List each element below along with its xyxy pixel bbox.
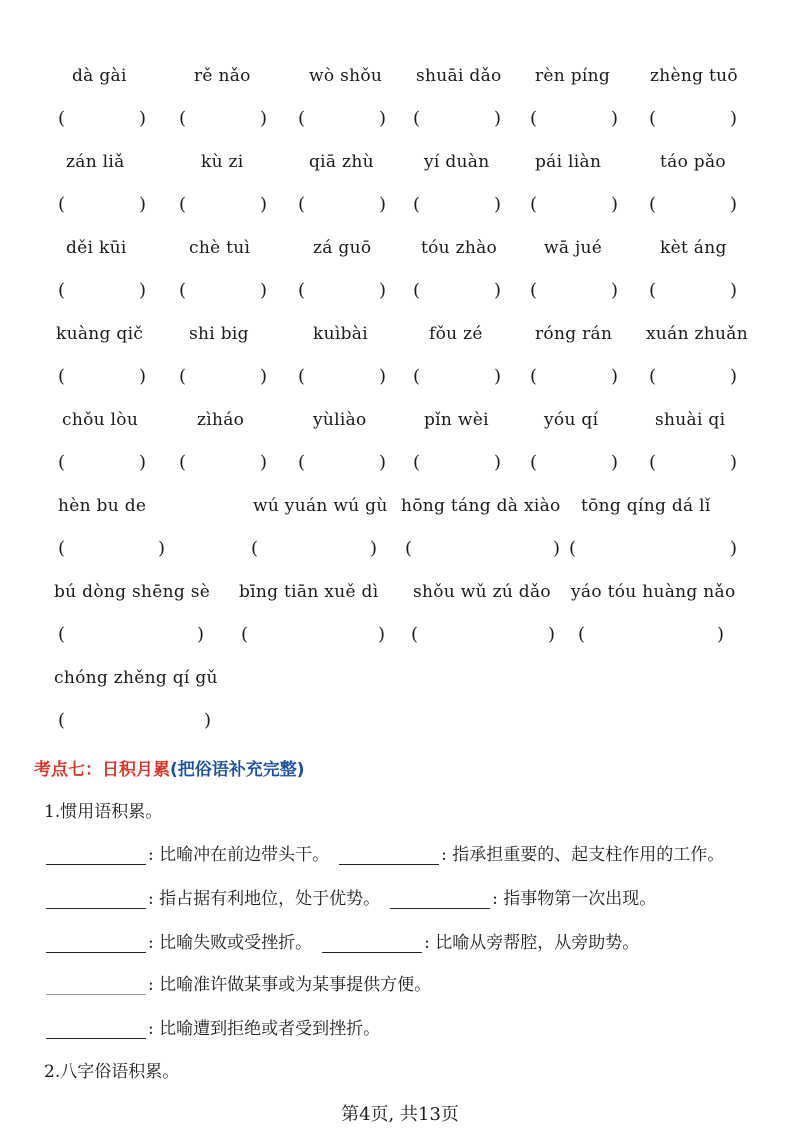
pinyin-word: yí duàn xyxy=(424,152,490,172)
fill-line xyxy=(46,928,639,953)
fill-line xyxy=(46,840,724,865)
section-label: 考点七：日积月累 xyxy=(34,760,170,780)
answer-close-paren: ) xyxy=(494,366,502,387)
pinyin-word: bīng tiān xuě dì xyxy=(239,582,379,602)
answer-row xyxy=(0,710,800,740)
pinyin-word: rèn píng xyxy=(535,66,611,86)
answer-blank[interactable] xyxy=(46,1020,146,1039)
answer-row xyxy=(0,624,800,654)
answer-row xyxy=(0,452,800,482)
answer-close-paren: ) xyxy=(611,108,619,129)
pinyin-word: tóu zhào xyxy=(421,238,498,258)
pinyin-word: yóu qí xyxy=(544,410,599,430)
pinyin-word: pǐn wèi xyxy=(424,410,489,430)
answer-open-paren[interactable]: ( xyxy=(411,624,419,645)
answer-close-paren: ) xyxy=(730,280,738,301)
pinyin-word: kù zi xyxy=(201,152,244,172)
answer-open-paren[interactable]: ( xyxy=(58,624,66,645)
part1-heading: 1.惯用语积累。 xyxy=(44,802,163,822)
page-footer: 第4页, 共13页 xyxy=(341,1104,459,1125)
answer-close-paren: ) xyxy=(260,280,268,301)
pinyin-word: chǒu lòu xyxy=(62,410,139,430)
answer-open-paren[interactable]: ( xyxy=(179,108,187,129)
pinyin-word: zá guō xyxy=(313,238,372,258)
answer-blank[interactable] xyxy=(339,846,439,865)
pinyin-row xyxy=(0,152,800,182)
answer-close-paren: ) xyxy=(139,108,147,129)
answer-blank[interactable] xyxy=(46,846,146,865)
answer-close-paren: ) xyxy=(260,366,268,387)
answer-close-paren: ) xyxy=(379,280,387,301)
answer-close-paren: ) xyxy=(730,108,738,129)
pinyin-word: táo pǎo xyxy=(660,152,726,172)
answer-open-paren[interactable]: ( xyxy=(578,624,586,645)
answer-open-paren[interactable]: ( xyxy=(530,108,538,129)
definition-text: : 比喻失败或受挫折。 xyxy=(148,933,313,953)
answer-blank[interactable] xyxy=(46,934,146,953)
definition-text: : 比喻遭到拒绝或者受到挫折。 xyxy=(148,1019,381,1039)
answer-open-paren[interactable]: ( xyxy=(179,452,187,473)
fill-line xyxy=(46,970,431,995)
answer-open-paren[interactable]: ( xyxy=(58,452,66,473)
pinyin-word: dà gài xyxy=(72,66,127,86)
answer-close-paren: ) xyxy=(378,624,386,645)
answer-close-paren: ) xyxy=(379,366,387,387)
definition-text: : 比喻从旁帮腔，从旁助势。 xyxy=(424,933,640,953)
pinyin-word: qiā zhù xyxy=(309,152,374,172)
answer-close-paren: ) xyxy=(494,108,502,129)
answer-open-paren[interactable]: ( xyxy=(413,280,421,301)
answer-open-paren[interactable]: ( xyxy=(58,538,66,559)
answer-close-paren: ) xyxy=(197,624,205,645)
pinyin-word: chóng zhěng qí gǔ xyxy=(54,668,218,688)
pinyin-row xyxy=(0,66,800,96)
answer-close-paren: ) xyxy=(204,710,212,731)
answer-blank[interactable] xyxy=(46,890,146,909)
answer-row xyxy=(0,194,800,224)
answer-open-paren[interactable]: ( xyxy=(298,366,306,387)
fill-line xyxy=(46,884,656,909)
answer-open-paren[interactable]: ( xyxy=(405,538,413,559)
answer-open-paren[interactable]: ( xyxy=(298,452,306,473)
answer-open-paren[interactable]: ( xyxy=(530,194,538,215)
answer-open-paren[interactable]: ( xyxy=(58,710,66,731)
answer-open-paren[interactable]: ( xyxy=(649,366,657,387)
pinyin-word: wò shǒu xyxy=(309,66,383,86)
answer-close-paren: ) xyxy=(370,538,378,559)
answer-close-paren: ) xyxy=(611,280,619,301)
pinyin-word: fǒu zé xyxy=(429,324,483,344)
answer-open-paren[interactable]: ( xyxy=(413,194,421,215)
definition-text: : 指事物第一次出现。 xyxy=(492,889,657,909)
answer-close-paren: ) xyxy=(494,280,502,301)
pinyin-word: děi kūi xyxy=(66,238,127,258)
answer-close-paren: ) xyxy=(158,538,166,559)
pinyin-word: hōng táng dà xiào xyxy=(401,496,561,516)
answer-close-paren: ) xyxy=(260,452,268,473)
answer-open-paren[interactable]: ( xyxy=(298,194,306,215)
answer-close-paren: ) xyxy=(730,452,738,473)
pinyin-word: pái liàn xyxy=(535,152,602,172)
answer-close-paren: ) xyxy=(139,452,147,473)
pinyin-word: rě nǎo xyxy=(194,66,251,86)
pinyin-word: yáo tóu huàng nǎo xyxy=(571,582,736,602)
part2-heading: 2.八字俗语积累。 xyxy=(44,1062,180,1082)
pinyin-word: kuàng qič xyxy=(56,324,144,344)
answer-open-paren[interactable]: ( xyxy=(649,108,657,129)
answer-open-paren[interactable]: ( xyxy=(649,194,657,215)
answer-blank[interactable] xyxy=(390,890,490,909)
definition-text: : 指占据有利地位，处于优势。 xyxy=(148,889,381,909)
answer-close-paren: ) xyxy=(139,280,147,301)
answer-close-paren: ) xyxy=(260,194,268,215)
answer-open-paren[interactable]: ( xyxy=(649,452,657,473)
pinyin-word: zán liǎ xyxy=(66,152,125,172)
answer-open-paren[interactable]: ( xyxy=(179,194,187,215)
pinyin-word: chè tuì xyxy=(189,238,251,258)
pinyin-word: zìháo xyxy=(197,410,245,430)
pinyin-word: yùliào xyxy=(313,410,367,430)
pinyin-word: shi big xyxy=(189,324,249,344)
answer-open-paren[interactable]: ( xyxy=(649,280,657,301)
answer-open-paren[interactable]: ( xyxy=(179,366,187,387)
answer-open-paren[interactable]: ( xyxy=(251,538,259,559)
answer-blank[interactable] xyxy=(322,934,422,953)
pinyin-word: bú dòng shēng sè xyxy=(54,582,211,602)
answer-close-paren: ) xyxy=(730,366,738,387)
answer-close-paren: ) xyxy=(730,194,738,215)
answer-blank[interactable] xyxy=(46,976,146,995)
answer-close-paren: ) xyxy=(611,452,619,473)
answer-close-paren: ) xyxy=(611,194,619,215)
section-note: (把俗语补充完整) xyxy=(170,760,305,780)
answer-open-paren[interactable]: ( xyxy=(413,452,421,473)
pinyin-row xyxy=(0,496,800,526)
answer-close-paren: ) xyxy=(553,538,561,559)
pinyin-word: shǒu wǔ zú dǎo xyxy=(413,582,551,602)
answer-open-paren[interactable]: ( xyxy=(58,194,66,215)
answer-open-paren[interactable]: ( xyxy=(58,108,66,129)
definition-text: : 比喻准许做某事或为某事提供方便。 xyxy=(148,975,432,995)
answer-close-paren: ) xyxy=(717,624,725,645)
pinyin-row xyxy=(0,582,800,612)
answer-open-paren[interactable]: ( xyxy=(298,108,306,129)
definition-text: : 比喻冲在前边带头干。 xyxy=(148,845,330,865)
pinyin-word: wú yuán wú gù xyxy=(253,496,388,516)
pinyin-word: tōng qíng dá lǐ xyxy=(581,496,711,516)
answer-open-paren[interactable]: ( xyxy=(413,366,421,387)
answer-close-paren: ) xyxy=(379,108,387,129)
pinyin-word: shuài qi xyxy=(655,410,726,430)
answer-open-paren[interactable]: ( xyxy=(530,452,538,473)
answer-close-paren: ) xyxy=(379,194,387,215)
pinyin-row xyxy=(0,668,800,698)
answer-close-paren: ) xyxy=(494,452,502,473)
pinyin-word: shuāi dǎo xyxy=(416,66,502,86)
pinyin-word: kuìbài xyxy=(313,324,368,344)
answer-row xyxy=(0,108,800,138)
answer-open-paren[interactable]: ( xyxy=(298,280,306,301)
pinyin-word: kèt áng xyxy=(660,238,727,258)
answer-open-paren[interactable]: ( xyxy=(179,280,187,301)
answer-close-paren: ) xyxy=(548,624,556,645)
answer-open-paren[interactable]: ( xyxy=(58,366,66,387)
answer-close-paren: ) xyxy=(139,194,147,215)
pinyin-row xyxy=(0,238,800,268)
answer-row xyxy=(0,280,800,310)
pinyin-word: wā jué xyxy=(544,238,603,258)
answer-close-paren: ) xyxy=(260,108,268,129)
fill-line xyxy=(46,1014,380,1039)
answer-close-paren: ) xyxy=(730,538,738,559)
answer-open-paren[interactable]: ( xyxy=(58,280,66,301)
answer-close-paren: ) xyxy=(139,366,147,387)
answer-open-paren[interactable]: ( xyxy=(569,538,577,559)
definition-text: : 指承担重要的、起支柱作用的工作。 xyxy=(441,845,725,865)
answer-open-paren[interactable]: ( xyxy=(530,280,538,301)
pinyin-word: róng rán xyxy=(535,324,613,344)
pinyin-row xyxy=(0,410,800,440)
answer-close-paren: ) xyxy=(494,194,502,215)
pinyin-word: zhèng tuō xyxy=(650,66,738,86)
section-heading xyxy=(34,755,305,780)
answer-open-paren[interactable]: ( xyxy=(530,366,538,387)
answer-row xyxy=(0,366,800,396)
answer-row xyxy=(0,538,800,568)
answer-close-paren: ) xyxy=(379,452,387,473)
answer-open-paren[interactable]: ( xyxy=(413,108,421,129)
pinyin-row xyxy=(0,324,800,354)
answer-close-paren: ) xyxy=(611,366,619,387)
pinyin-word: xuán zhuǎn xyxy=(646,324,748,344)
pinyin-word: hèn bu de xyxy=(58,496,147,516)
answer-open-paren[interactable]: ( xyxy=(241,624,249,645)
